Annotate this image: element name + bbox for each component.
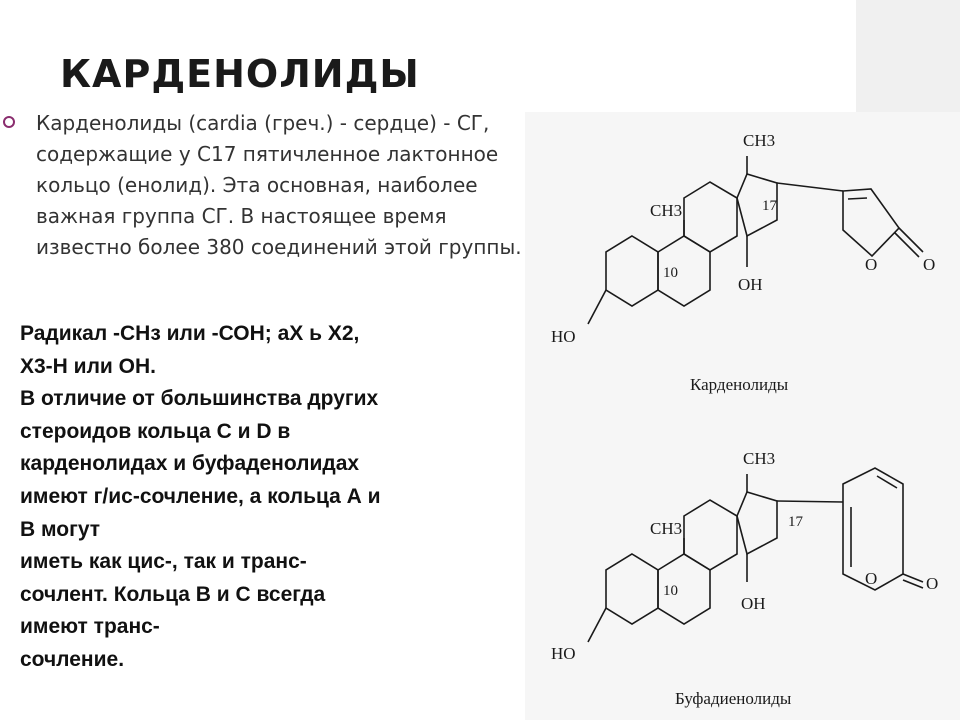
ho-label: HO — [551, 327, 576, 346]
carbonyl-oxygen-label: O — [923, 255, 936, 274]
ho-label: HO — [551, 644, 576, 663]
ch3-top-label: CH3 — [743, 449, 776, 468]
position-10-label: 10 — [663, 265, 678, 281]
bullet-circle-icon — [3, 116, 15, 128]
ch3-mid-label: CH3 — [650, 519, 683, 538]
oh-label: OH — [738, 275, 763, 294]
bold-line: В могут — [20, 517, 101, 541]
carbonyl-oxygen-label: O — [926, 574, 939, 593]
bold-line: имеют транс- — [20, 615, 160, 639]
ring-a — [606, 554, 658, 624]
ring-d — [737, 492, 777, 554]
bold-line: стероидов кольца С и D в — [20, 419, 291, 443]
ring-c — [684, 500, 737, 570]
bold-line: иметь как цис-, так и транс- — [20, 550, 307, 574]
cardenolide-structure — [588, 156, 923, 324]
bold-line: сочлент. Кольца В и С всегда — [20, 582, 326, 606]
structure-figure — [525, 112, 960, 720]
bold-line: Х3-Н или ОН. — [20, 354, 157, 378]
cardenolide-caption: Карденолиды — [690, 375, 789, 394]
corner-decoration — [856, 0, 960, 112]
bold-line: сочление. — [20, 647, 125, 671]
bufadienolide-caption: Буфадиенолиды — [675, 689, 792, 708]
oh-label: OH — [741, 594, 766, 613]
structure-drawing — [525, 112, 960, 720]
bold-line: Радикал -СНз или -СОН; аХ ь Х2, — [20, 322, 360, 345]
bufadienolide-structure — [588, 468, 923, 642]
ring-oxygen-label: O — [865, 569, 878, 588]
bullet-paragraph: Карденолиды (cardia (греч.) - сердце) - СГ, содержащие у С17 пятичленное лактонное кольцо (енолид). Эта основная, наиболее важная группа СГ. В настоящее время известно более 380 соединений этой группы. — [36, 111, 522, 259]
ring-oxygen-label: O — [865, 255, 878, 274]
bold-paragraph — [20, 318, 520, 677]
bold-line: имеют г/ис-сочление, а кольца А и — [20, 484, 381, 508]
bold-line: карденолидах и буфаденолидах — [20, 452, 360, 476]
slide-title: КАРДЕНОЛИДЫ — [60, 52, 420, 96]
ch3-mid-label: CH3 — [650, 201, 683, 220]
ch3-top-label: CH3 — [743, 131, 776, 150]
position-10-label: 10 — [663, 583, 678, 599]
position-17-label: 17 — [788, 514, 803, 530]
ring-a — [606, 236, 658, 306]
ring-c — [684, 182, 737, 252]
position-17-label: 17 — [762, 198, 777, 214]
bold-line: В отличие от большинства других — [20, 387, 379, 411]
